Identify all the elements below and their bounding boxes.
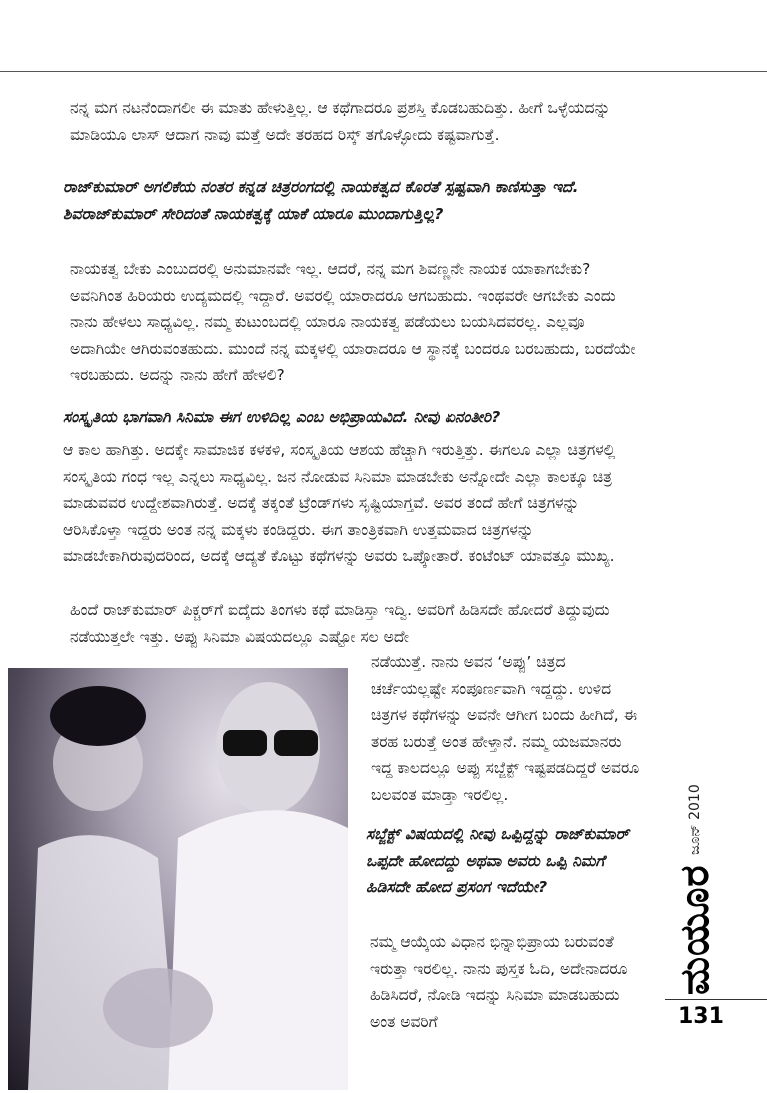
man-glasses-left (223, 730, 267, 756)
page-number: 131 (678, 1004, 724, 1029)
paragraph-6: ನಮ್ಮ ಆಯ್ಕೆಯ ವಿಧಾನ ಭಿನ್ನಾಭಿಪ್ರಾಯ ಬರುವಂತೆ ಇರುತ್ತಾ ಇರಲಿಲ್ಲ. ನಾನು ಪುಸ್ತಕ ಓದಿ, ಅದೇನಾದರೂ ಹಿಡಿಸಿದರೆ, ನೋಡಿ ಇದನ್ನು ಸಿನಿಮಾ ಮಾಡಬಹುದು ಅಂತ ಅವರಿಗೆ (370, 933, 628, 1031)
man-shirt (168, 810, 348, 1090)
hands (103, 968, 213, 1048)
man-glasses-right (274, 730, 318, 756)
paragraph-2: ನಾಯಕತ್ವ ಬೇಕು ಎಂಬುದರಲ್ಲಿ ಅನುಮಾನವೇ ಇಲ್ಲ. ಆದರೆ, ನನ್ನ ಮಗ ಶಿವಣ್ಣನೇ ನಾಯಕ ಯಾಕಾಗಬೇಕು? ಅವನಿಗಿಂತ ಹಿರಿಯರು ಉದ್ಯಮದಲ್ಲಿ ಇದ್ದಾರೆ. ಅವರಲ್ಲಿ ಯಾರಾದರೂ ಆಗಬಹುದು. ಇಂಥವರೇ ಆಗಬೇಕು ಎಂದು ನಾನು ಹೇಳಲು ಸಾಧ್ಯವಿಲ್ಲ. ನಮ್ಮ ಕುಟುಂಬದಲ್ಲಿ ಯಾರೂ ನಾಯಕತ್ವ ಪಡೆಯಲು ಬಯಸಿದವರಲ್ಲ. ಎಲ್ಲವೂ ಅದಾಗಿಯೇ ಆಗಿರುವಂತಹುದು. ಮುಂದೆ ನನ್ನ ಮಕ್ಕಳಲ್ಲಿ ಯಾರಾದರೂ ಆ ಸ್ಥಾನಕ್ಕೆ ಬಂದರೂ ಬರಬಹುದು, ಬರದೆಯೇ ಇರಬಹುದು. ಅದನ್ನು ನಾನು ಹೇಗೆ ಹೇಳಲಿ? (70, 260, 636, 384)
magazine-brand: ಮಯೂರ (672, 864, 718, 995)
top-rule (0, 71, 767, 72)
woman-hair (50, 686, 146, 746)
photo-illustration (8, 668, 348, 1090)
magazine-sidebar (672, 784, 718, 995)
issue-date: ಜೂನ್ 2010 (687, 784, 703, 856)
question-2: ಸಂಸ್ಕೃತಿಯ ಭಾಗವಾಗಿ ಸಿನಿಮಾ ಈಗ ಉಳಿದಿಲ್ಲ ಎಂಬ ಅಭಿಪ್ರಾಯವಿದೆ. ನೀವು ಏನಂತೀರಿ? (63, 408, 501, 426)
paragraph-5: ನಡೆಯುತ್ತೆ. ನಾನು ಅವನ ‘ಅಪ್ಪು’ ಚಿತ್ರದ ಚರ್ಚೆಯಲ್ಲಷ್ಟೇ ಸಂಪೂರ್ಣವಾಗಿ ಇದ್ದದ್ದು. ಉಳಿದ ಚಿತ್ರಗಳ ಕಥೆಗಳನ್ನು ಅವನೇ ಆಗೀಗ ಬಂದು ಹೀಗಿದೆ, ಈ ತರಹ ಬರುತ್ತೆ ಅಂತ ಹೇಳ್ತಾನೆ. ನಮ್ಮ ಯಜಮಾನರು ಇದ್ದ ಕಾಲದಲ್ಲೂ ಅಪ್ಪು ಸಬ್ಜೆಕ್ಟ್ ಇಷ್ಟಪಡದಿದ್ದರೆ ಅವರೂ ಬಲವಂತ ಮಾಡ್ತಾ ಇರಲಿಲ್ಲ. (371, 653, 640, 804)
woman-sari (28, 835, 178, 1090)
question-1: ರಾಜ್‌ಕುಮಾರ್ ಅಗಲಿಕೆಯ ನಂತರ ಕನ್ನಡ ಚಿತ್ರರಂಗದಲ್ಲಿ ನಾಯಕತ್ವದ ಕೊರತೆ ಸ್ಪಷ್ಟವಾಗಿ ಕಾಣಿಸುತ್ತಾ ಇದೆ. ಶಿವರಾಜ್‌ಕುಮಾರ್ ಸೇರಿದಂತೆ ನಾಯಕತ್ವಕ್ಕೆ ಯಾಕೆ ಯಾರೂ ಮುಂದಾಗುತ್ತಿಲ್ಲ? (63, 178, 579, 223)
footer-rule (665, 999, 767, 1000)
paragraph-3: ಆ ಕಾಲ ಹಾಗಿತ್ತು. ಅದಕ್ಕೇ ಸಾಮಾಜಿಕ ಕಳಕಳಿ, ಸಂಸ್ಕೃತಿಯ ಆಶಯ ಹೆಚ್ಚಾಗಿ ಇರುತ್ತಿತ್ತು. ಈಗಲೂ ಎಲ್ಲಾ ಚಿತ್ರಗಳಲ್ಲಿ ಸಂಸ್ಕೃತಿಯ ಗಂಧ ಇಲ್ಲ ಎನ್ನಲು ಸಾಧ್ಯವಿಲ್ಲ. ಜನ ನೋಡುವ ಸಿನಿಮಾ ಮಾಡಬೇಕು ಅನ್ನೋದೇ ಎಲ್ಲಾ ಕಾಲಕ್ಕೂ ಚಿತ್ರ ಮಾಡುವವರ ಉದ್ದೇಶವಾಗಿರುತ್ತೆ. ಅದಕ್ಕೆ ತಕ್ಕಂತೆ ಟ್ರೆಂಡ್‌ಗಳು ಸೃಷ್ಟಿಯಾಗ್ತವೆ. ಅವರ ತಂದೆ ಹೇಗೆ ಚಿತ್ರಗಳನ್ನು ಆರಿಸಿಕೊಳ್ತಾ ಇದ್ದರು ಅಂತ ನನ್ನ ಮಕ್ಕಳು ಕಂಡಿದ್ದರು. ಈಗ ತಾಂತ್ರಿಕವಾಗಿ ಉತ್ತಮವಾದ ಚಿತ್ರಗಳನ್ನು ಮಾಡಬೇಕಾಗಿರುವುದರಿಂದ, ಅದಕ್ಕೆ ಆದ್ಯತೆ ಕೊಟ್ಟು ಕಥೆಗಳನ್ನು ಅವರು ಒಪ್ಕೋತಾರೆ. ಕಂಟೆಂಟ್ ಯಾವತ್ತೂ ಮುಖ್ಯ. (63, 441, 616, 565)
paragraph-4: ಹಿಂದೆ ರಾಜ್‌ಕುಮಾರ್ ಪಿಕ್ಚರ್‌ಗೆ ಐದ್ಕೆದು ತಿಂಗಳು ಕಥೆ ಮಾಡಿಸ್ತಾ ಇದ್ವಿ. ಅವರಿಗೆ ಹಿಡಿಸದೇ ಹೋದರೆ ತಿದ್ದುವುದು ನಡೆಯುತ್ತಲೇ ಇತ್ತು. ಅಪ್ಪು ಸಿನಿಮಾ ವಿಷಯದಲ್ಲೂ ಎಷ್ಟೋ ಸಲ ಅದೇ (70, 601, 610, 646)
paragraph-1: ನನ್ನ ಮಗ ನಟನೆಂದಾಗಲೀ ಈ ಮಾತು ಹೇಳುತ್ತಿಲ್ಲ. ಆ ಕಥೆಗಾದರೂ ಪ್ರಶಸ್ತಿ ಕೊಡಬಹುದಿತ್ತು. ಹೀಗೆ ಒಳ್ಳೆಯದನ್ನು ಮಾಡಿಯೂ ಲಾಸ್ ಆದಾಗ ನಾವು ಮತ್ತೆ ಅದೇ ತರಹದ ರಿಸ್ಕ್ ತಗೊಳ್ಳೋದು ಕಷ್ಟವಾಗುತ್ತೆ. (70, 99, 611, 144)
question-3: ಸಬ್ಜೆಕ್ಟ್ ವಿಷಯದಲ್ಲಿ ನೀವು ಒಪ್ಪಿದ್ದನ್ನು ರಾಜ್‌ಕುಮಾರ್ ಒಪ್ಪದೇ ಹೋದದ್ದು ಅಥವಾ ಅವರು ಒಪ್ಪಿ ನಿಮಗೆ ಹಿಡಿಸದೇ ಹೋದ ಪ್ರಸಂಗ ಇದೆಯೇ? (366, 825, 629, 896)
photo (8, 668, 348, 1090)
